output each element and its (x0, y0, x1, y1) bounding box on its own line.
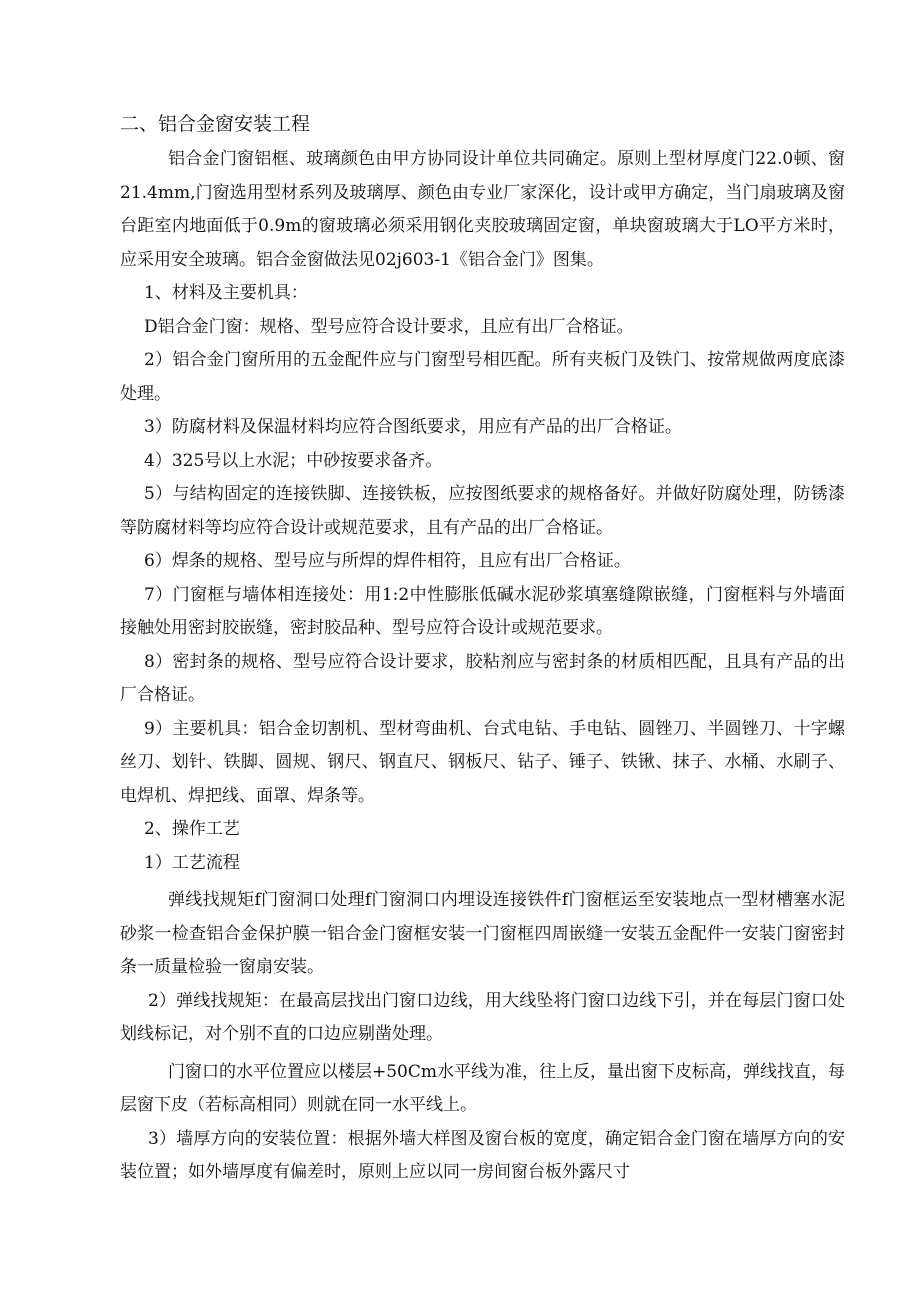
section-title: 二、铝合金窗安装工程 (120, 113, 311, 135)
paragraph-materials-8: 8）密封条的规格、型号应符合设计要求，胶粘剂应与密封条的材质相匹配，且具有产品的出厂合格证。 (120, 651, 845, 705)
paragraph-process-heading: 2、操作工艺 (144, 819, 240, 839)
paragraph-materials-1: D铝合金门窗：规格、型号应符合设计要求，且应有出厂合格证。 (144, 316, 634, 337)
document-page (120, 108, 845, 1190)
paragraph-process-2b: 门窗口的水平位置应以楼层+50Cm水平线为准，往上反，量出窗下皮标高，弹线找直，每层窗下皮（若标高相同）则就在同一水平线上。 (120, 1061, 846, 1115)
document-body (120, 143, 845, 1190)
paragraph-materials-2: 2）铝合金门窗所用的五金配件应与门窗型号相匹配。所有夹板门及铁门、按常规做两度底漆处理。 (120, 350, 845, 404)
paragraph-materials-7: 7）门窗框与墙体相连接处：用1:2中性膨胀低碱水泥砂浆填塞缝隙嵌缝，门窗框料与外墙面接触处用密封胶嵌缝，密封胶品种、型号应符合设计或规范要求。 (120, 584, 845, 638)
paragraph-materials-5: 5）与结构固定的连接铁脚、连接铁板，应按图纸要求的规格备好。并做好防腐处理，防锈漆等防腐材料等均应符合设计或规范要求，且有产品的出厂合格证。 (120, 484, 845, 538)
paragraph-process-flow: 弹线找规矩f门窗洞口处理f门窗洞口内埋设连接铁件f门窗框运至安装地点一型材槽塞水泥砂浆一检查铝合金保护膜一铝合金门窗框安装一门窗框四周嵌缝一安装五金配件一安装门窗密封条一质量检验一窗扇安装。 (120, 890, 845, 977)
paragraph-process-flow-heading: 1）工艺流程 (144, 852, 240, 873)
paragraph-materials-6: 6）焊条的规格、型号应与所焊的焊件相符，且应有出厂合格证。 (144, 551, 631, 571)
paragraph-materials-9: 9）主要机具：铝合金切割机、型材弯曲机、台式电钻、手电钻、圆锉刀、半圆锉刀、十字螺丝刀、划针、铁脚、圆规、钢尺、钢直尺、钢板尺、钻子、锤子、铁锹、抹子、水桶、水刷子、电焊机、焊把线、面罩、焊条等。 (120, 718, 845, 806)
paragraph-intro: 铝合金门窗铝框、玻璃颜色由甲方协同设计单位共同确定。原则上型材厚度门22.0顿、窗21.4mm,门窗选用型材系列及玻璃厚、颜色由专业厂家深化，设计或甲方确定，当门扇玻璃及窗台距室内地面低于0.9m的窗玻璃必须采用钢化夹胶玻璃固定窗，单块窗玻璃大于LO平方米时，应采用安全玻璃。铝合金窗做法见02j603-1《铝合金门》图集。 (120, 149, 845, 270)
paragraph-materials-4: 4）325号以上水泥；中砂按要求备齐。 (144, 450, 443, 471)
paragraph-materials-3: 3）防腐材料及保温材料均应符合图纸要求，用应有产品的出厂合格证。 (144, 417, 682, 437)
paragraph-process-2: 2）弹线找规矩：在最高层找出门窗口边线，用大线坠将门窗口边线下引，并在每层门窗口处划线标记，对个别不直的口边应剔凿处理。 (120, 990, 845, 1044)
paragraph-process-3: 3）墙厚方向的安装位置：根据外墙大样图及窗台板的宽度，确定铝合金门窗在墙厚方向的安装位置；如外墙厚度有偏差时，原则上应以同一房间窗台板外露尺寸 (120, 1128, 845, 1182)
paragraph-materials-heading: 1、材料及主要机具： (144, 283, 308, 303)
